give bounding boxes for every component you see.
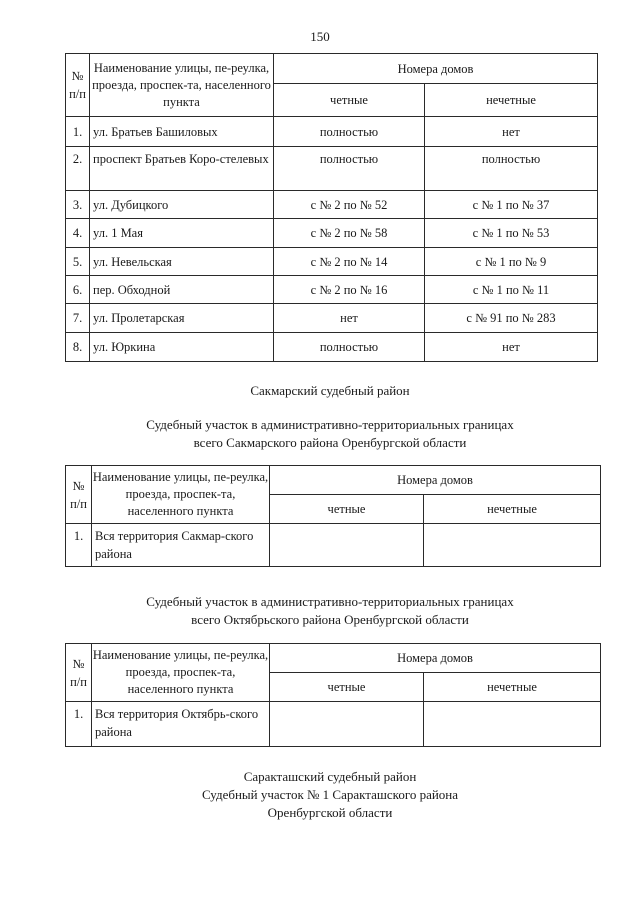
header-odd: нечетные [424,673,601,702]
odd-houses: с № 1 по № 53 [425,219,598,248]
header-house-numbers: Номера домов [274,54,598,84]
odd-houses: с № 1 по № 37 [425,191,598,219]
table-row [66,147,598,191]
header-number-cell: № п/п [66,466,92,524]
table-row [66,117,598,147]
even-houses: полностью [274,147,425,191]
street-name: пер. Обходной [90,276,274,304]
header-odd: нечетные [425,84,598,117]
table-row [66,248,598,276]
row-number: 2. [66,147,90,191]
streets-table-oktyabrsky [65,643,601,747]
even-houses: с № 2 по № 14 [274,248,425,276]
header-house-numbers: Номера домов [270,466,601,495]
header-even: четные [270,495,424,524]
row-number: 1. [66,524,92,567]
odd-houses [424,702,601,747]
odd-houses: полностью [425,147,598,191]
street-name: ул. 1 Мая [90,219,274,248]
street-name: Вся территория Октябрь-ского района [92,702,270,747]
even-houses: полностью [274,117,425,147]
header-number-cell: № п/п [66,644,92,702]
street-name: ул. Братьев Башиловых [90,117,274,147]
streets-table-1 [65,53,598,362]
street-name: ул. Невельская [90,248,274,276]
even-houses [270,524,424,567]
sakmara-plot-line-2: всего Сакмарского района Оренбургской области [193,435,467,450]
row-number: 1. [66,702,92,747]
odd-houses [424,524,601,567]
row-number: 6. [66,276,90,304]
row-number: 4. [66,219,90,248]
header-even: четные [274,84,425,117]
header-street-name-cell: Наименование улицы, пе-реулка, проезда, проспек-та, населенного пункта [90,54,274,117]
table-row [66,304,598,333]
even-houses: нет [274,304,425,333]
street-name: ул. Юркина [90,333,274,362]
saraktash-plot-line-2: Оренбургской области [267,805,393,820]
saraktash-plot-line-1: Судебный участок № 1 Саракташского района [201,787,459,802]
even-houses: с № 2 по № 58 [274,219,425,248]
street-name: Вся территория Сакмар-ского района [92,524,270,567]
table-row [66,219,598,248]
sakmara-plot-line-1: Судебный участок в административно-территориальных границах [146,417,514,432]
row-number: 1. [66,117,90,147]
table-row [66,276,598,304]
odd-houses: с № 1 по № 11 [425,276,598,304]
row-number: 7. [66,304,90,333]
table-row [66,702,601,747]
streets-table-sakmara [65,465,601,567]
row-number: 8. [66,333,90,362]
odd-houses: нет [425,117,598,147]
street-name: проспект Братьев Коро-стелевых [90,147,274,191]
saraktash-district-title: Саракташский судебный район [243,769,417,784]
row-number: 3. [66,191,90,219]
even-houses [270,702,424,747]
header-odd: нечетные [424,495,601,524]
even-houses: с № 2 по № 52 [274,191,425,219]
header-street-name-cell: Наименование улицы, пе-реулка, проезда, проспек-та, населенного пункта [92,466,270,524]
table-row [66,191,598,219]
sakmara-district-title: Сакмарский судебный район [250,383,410,398]
table-row [66,524,601,567]
table-row [66,333,598,362]
odd-houses: нет [425,333,598,362]
header-number-cell: № п/п [66,54,90,117]
row-number: 5. [66,248,90,276]
even-houses: с № 2 по № 16 [274,276,425,304]
oktyabrsky-plot-line-1: Судебный участок в административно-территориальных границах [146,594,514,609]
header-even: четные [270,673,424,702]
page-number: 150 [310,29,330,44]
street-name: ул. Дубицкого [90,191,274,219]
header-house-numbers: Номера домов [270,644,601,673]
even-houses: полностью [274,333,425,362]
header-street-name-cell: Наименование улицы, пе-реулка, проезда, проспек-та, населенного пункта [92,644,270,702]
street-name: ул. Пролетарская [90,304,274,333]
odd-houses: с № 1 по № 9 [425,248,598,276]
oktyabrsky-plot-line-2: всего Октябрьского района Оренбургской области [191,612,469,627]
odd-houses: с № 91 по № 283 [425,304,598,333]
